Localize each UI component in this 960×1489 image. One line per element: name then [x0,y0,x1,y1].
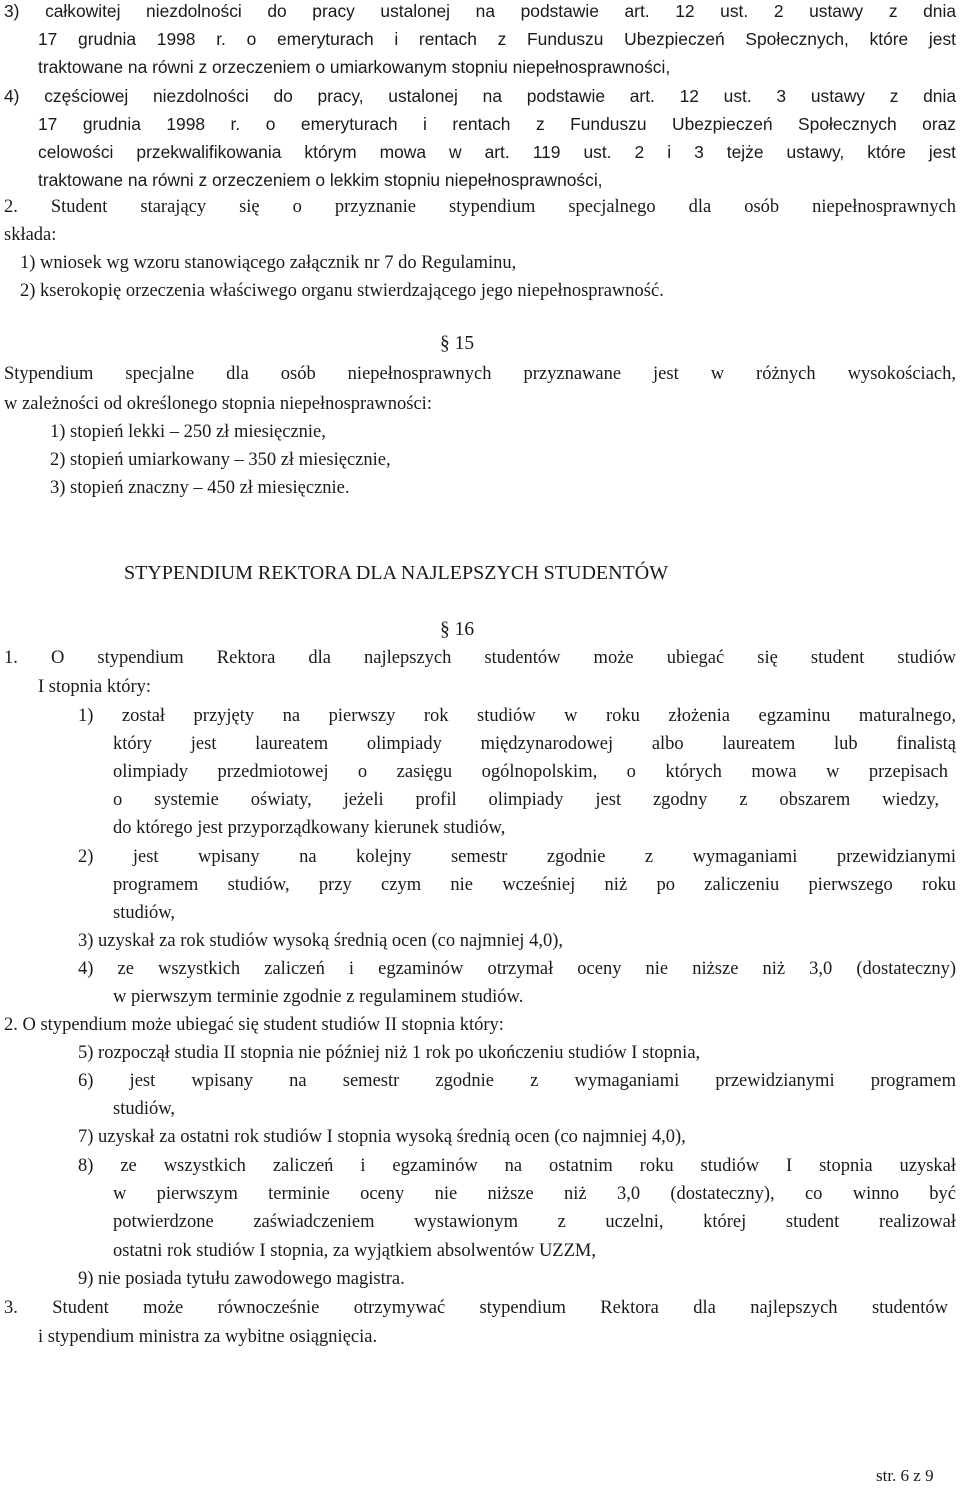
s14-para2-line1: 2. Student starający się o przyznanie stypendium specjalnego dla osób niepełnosprawnych [4,197,956,217]
page-number: str. 6 z 9 [876,1466,934,1485]
s15-item-3: 3) stopień znaczny – 450 zł miesięcznie. [50,478,350,498]
s16-p1-i1-line1: 1) został przyjęty na pierwszy rok studiów w roku złożenia egzaminu maturalnego, [78,706,956,726]
s16-p1-i3: 3) uzyskał za rok studiów wysoką średnią ocen (co najmniej 4,0), [78,931,563,951]
s16-p3-line2: i stypendium ministra za wybitne osiągnięcia. [38,1327,378,1347]
s16-p2-i8-line3: potwierdzone zaświadczeniem wystawionym z uczelni, której student realizował [113,1212,956,1232]
section-15-sign: § 15 [440,333,475,354]
s15-item-1: 1) stopień lekki – 250 zł miesięcznie, [50,422,326,442]
s14-item4-line3: celowości przekwalifikowania którym mowa w art. 119 ust. 2 i 3 tejże ustawy, które jest [38,142,956,162]
s15-item-2: 2) stopień umiarkowany – 350 zł miesięcznie, [50,450,391,470]
s16-p2-i8-line4: ostatni rok studiów I stopnia, za wyjątkiem absolwentów UZZM, [113,1241,596,1261]
s14-para2-line2: składa: [4,225,57,245]
s16-p1-i4-line1: 4) ze wszystkich zaliczeń i egzaminów otrzymał oceny nie niższe niż 3,0 (dostateczny) [78,959,956,979]
s15-line1: Stypendium specjalne dla osób niepełnosprawnych przyznawane jest w różnych wysokościach, [4,364,956,384]
section-heading: STYPENDIUM REKTORA DLA NAJLEPSZYCH STUDENTÓW [124,562,669,584]
s16-p1-i1-line2: który jest laureatem olimpiady międzynarodowej albo laureatem lub finalistą [113,734,956,754]
s14-item4-line4: traktowane na równi z orzeczeniem o lekkim stopniu niepełnosprawności, [38,170,603,190]
s14-para2-sub2: 2) kserokopię orzeczenia właściwego organu stwierdzającego jego niepełnosprawność. [20,281,664,301]
s16-p2-line1: 2. O stypendium może ubiegać się student studiów II stopnia który: [4,1015,504,1035]
s16-p1-line2: I stopnia który: [38,677,152,697]
s15-line2: w zależności od określonego stopnia niepełnosprawności: [4,394,432,414]
s16-p2-i8-line2: w pierwszym terminie oceny nie niższe niż 3,0 (dostateczny), co winno być [113,1184,956,1204]
s16-p2-i6-line1: 6) jest wpisany na semestr zgodnie z wymaganiami przewidzianymi programem [78,1071,956,1091]
s14-para2-sub1: 1) wniosek wg wzoru stanowiącego załącznik nr 7 do Regulaminu, [20,253,517,273]
s16-p3-line1: 3. Student może równocześnie otrzymywać stypendium Rektora dla najlepszych studentów [4,1298,948,1318]
s14-item3-line2: 17 grudnia 1998 r. o emeryturach i rentach z Funduszu Ubezpieczeń Społecznych, które jest [38,29,956,49]
s16-p1-i2-line2: programem studiów, przy czym nie wcześniej niż po zaliczeniu pierwszego roku [113,875,956,895]
s16-p1-i1-line5: do którego jest przyporządkowany kierunek studiów, [113,818,506,838]
s14-item3-line3: traktowane na równi z orzeczeniem o umiarkowanym stopniu niepełnosprawności, [38,57,671,77]
s16-p2-i5: 5) rozpoczął studia II stopnia nie później niż 1 rok po ukończeniu studiów I stopnia, [78,1043,701,1063]
s16-p1-i2-line3: studiów, [113,903,176,923]
s16-p2-i6-line2: studiów, [113,1099,176,1119]
s16-p1-line1: 1. O stypendium Rektora dla najlepszych studentów może ubiegać się student studiów [4,648,956,668]
s14-item4-line2: 17 grudnia 1998 r. o emeryturach i rentach z Funduszu Ubezpieczeń Społecznych oraz [38,114,956,134]
s16-p1-i2-line1: 2) jest wpisany na kolejny semestr zgodnie z wymaganiami przewidzianymi [78,847,956,867]
s16-p1-i1-line4: o systemie oświaty, jeżeli profil olimpiady jest zgodny z obszarem wiedzy, [113,790,939,810]
s16-p1-i4-line2: w pierwszym terminie zgodnie z regulaminem studiów. [113,987,524,1007]
s14-item3-line1: 3) całkowitej niezdolności do pracy ustalonej na podstawie art. 12 ust. 2 ustawy z dnia [4,1,956,21]
s16-p2-i8-line1: 8) ze wszystkich zaliczeń i egzaminów na ostatnim roku studiów I stopnia uzyskał [78,1156,956,1176]
s16-p2-i7: 7) uzyskał za ostatni rok studiów I stopnia wysoką średnią ocen (co najmniej 4,0), [78,1127,686,1147]
s16-p2-i9: 9) nie posiada tytułu zawodowego magistra. [78,1269,405,1289]
s16-p1-i1-line3: olimpiady przedmiotowej o zasięgu ogólnopolskim, o których mowa w przepisach [113,762,948,782]
section-16-sign: § 16 [440,619,475,640]
s14-item4-line1: 4) częściowej niezdolności do pracy, ustalonej na podstawie art. 12 ust. 3 ustawy z dnia [4,86,956,106]
